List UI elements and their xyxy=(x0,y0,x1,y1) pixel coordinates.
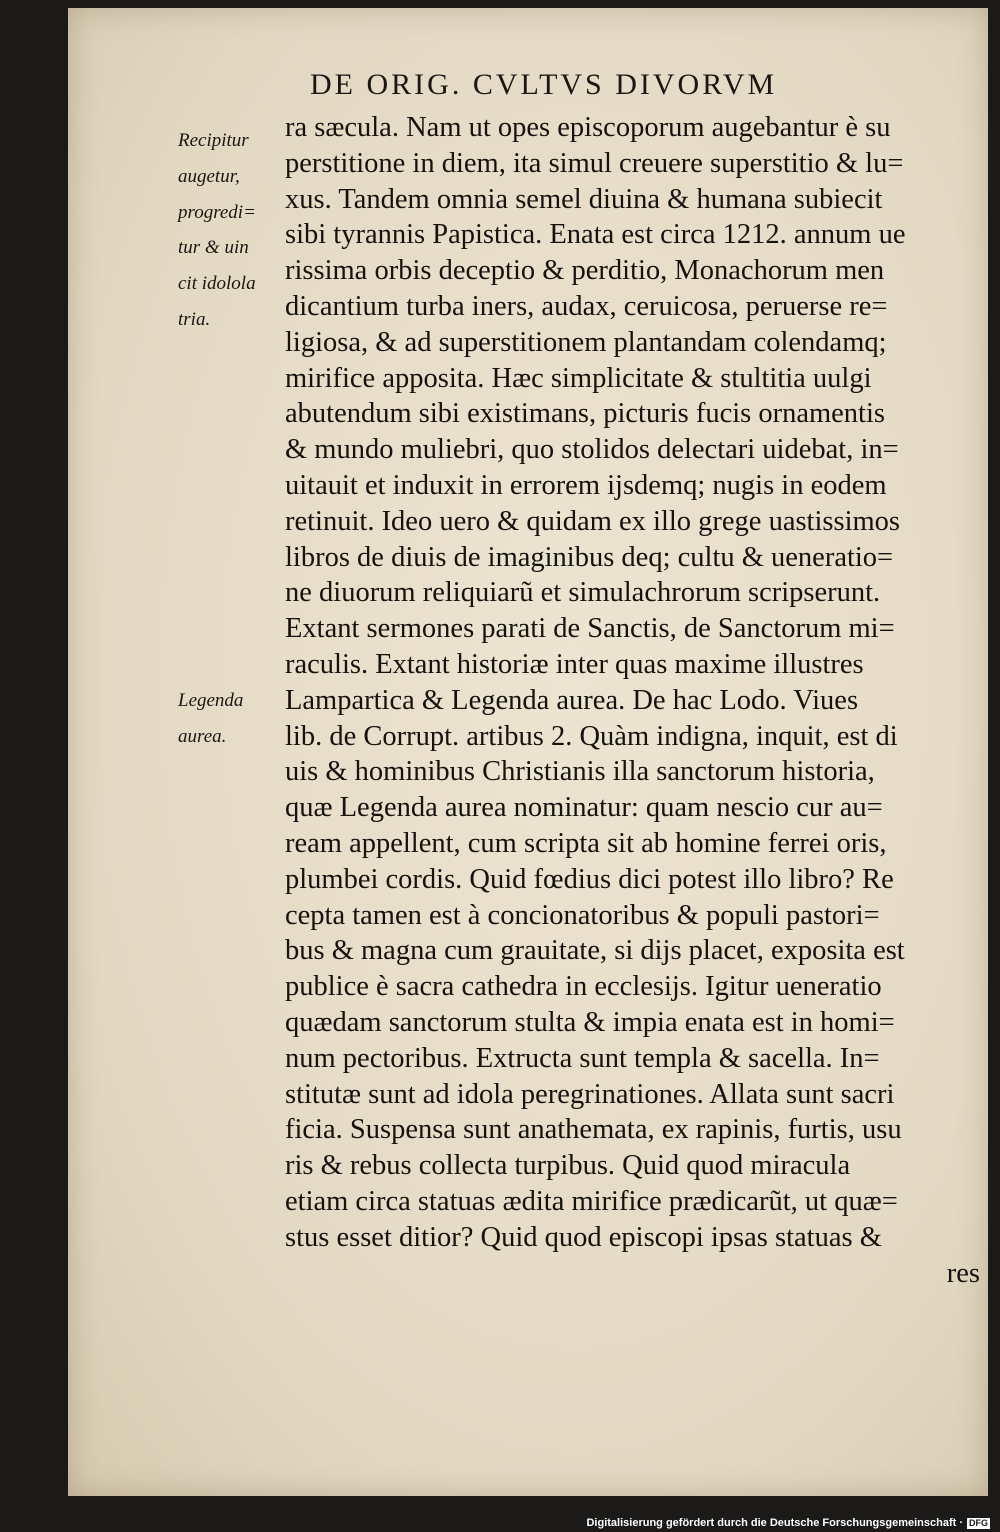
text-line: lib. de Corrupt. artibus 2. Quàm indigna, inquit, est di xyxy=(285,720,898,752)
text-line: dicantium turba iners, audax, ceruicosa, peruerse re= xyxy=(285,290,888,322)
dfg-logo-icon: DFG xyxy=(969,1518,988,1528)
text-line: mirifice apposita. Hæc simplicitate & stultitia uulgi xyxy=(285,362,872,394)
text-line: stus esset ditior? Quid quod episcopi ipsas statuas & xyxy=(285,1221,882,1253)
catchword: res xyxy=(946,1257,980,1289)
footer-credit: Digitalisierung gefördert durch die Deutsche Forschungsgemeinschaft · xyxy=(586,1517,963,1529)
text-line: quæ Legenda aurea nominatur: quam nescio cur au= xyxy=(285,792,883,824)
text-line: & mundo muliebri, quo stolidos delectari uidebat, in= xyxy=(285,434,899,466)
text-line: uitauit et induxit in errorem ijsdemq; nugis in eodem xyxy=(285,469,887,501)
text-line: ligiosa, & ad superstitionem plantandam colendamq; xyxy=(285,326,887,358)
text-line: sibi tyrannis Papistica. Enata est circa 1212. annum ue xyxy=(285,219,906,251)
text-line: raculis. Extant historiæ inter quas maxime illustres xyxy=(285,648,864,680)
text-line: quædam sanctorum stulta & impia enata est in homi= xyxy=(285,1006,895,1038)
text-line: publice è sacra cathedra in ecclesijs. Igitur ueneratio xyxy=(285,971,882,1003)
text-line: Extant sermones parati de Sanctis, de Sanctorum mi= xyxy=(285,613,895,645)
digitization-footer xyxy=(0,1515,990,1532)
text-line: ra sæcula. Nam ut opes episcoporum augebantur è su xyxy=(285,112,891,143)
text-line: libros de diuis de imaginibus deq; cultu & ueneratio= xyxy=(285,541,894,573)
text-line: Lampartica & Legenda aurea. De hac Lodo. Viues xyxy=(285,684,859,716)
text-line: rissima orbis deceptio & perditio, Monachorum men xyxy=(285,255,885,287)
text-line: ris & rebus collecta turpibus. Quid quod miracula xyxy=(285,1150,851,1182)
text-line: perstitione in diem, ita simul creuere superstitio & lu= xyxy=(285,147,904,179)
text-line: stitutæ sunt ad idola peregrinationes. Allata sunt sacri xyxy=(285,1078,895,1110)
margin-note-legenda-aurea: Legenda aurea. xyxy=(178,690,244,747)
text-line: ficia. Suspensa sunt anathemata, ex rapinis, furtis, usu xyxy=(285,1114,902,1146)
running-title: DE ORIG. CVLTVS DIVORVM xyxy=(310,68,778,101)
text-line: uis & hominibus Christianis illa sanctorum historia, xyxy=(285,756,875,788)
text-line: etiam circa statuas ædita mirifice prædicarũt, ut quæ= xyxy=(285,1185,898,1217)
text-line: abutendum sibi existimans, picturis fucis ornamentis xyxy=(285,398,885,430)
text-line: num pectoribus. Extructa sunt templa & sacella. In= xyxy=(285,1042,880,1074)
text-line: xus. Tandem omnia semel diuina & humana subiecit xyxy=(285,183,883,215)
text-line: bus & magna cum grauitate, si dijs placet, exposita est xyxy=(285,935,905,967)
text-line: ne diuorum reliquiarũ et simulachrorum scripserunt. xyxy=(285,577,881,609)
body-text xyxy=(285,110,980,1291)
margin-note-idololatria: Recipitur augetur, progredi= tur & uin cit idolola tria. xyxy=(178,130,256,330)
text-line: plumbei cordis. Quid fœdius dici potest illo libro? Re xyxy=(285,863,894,895)
text-line: cepta tamen est à concionatoribus & populi pastori= xyxy=(285,899,880,931)
text-line: ream appellent, cum scripta sit ab homine ferrei oris, xyxy=(285,827,887,859)
text-line: retinuit. Ideo uero & quidam ex illo grege uastissimos xyxy=(285,505,901,537)
